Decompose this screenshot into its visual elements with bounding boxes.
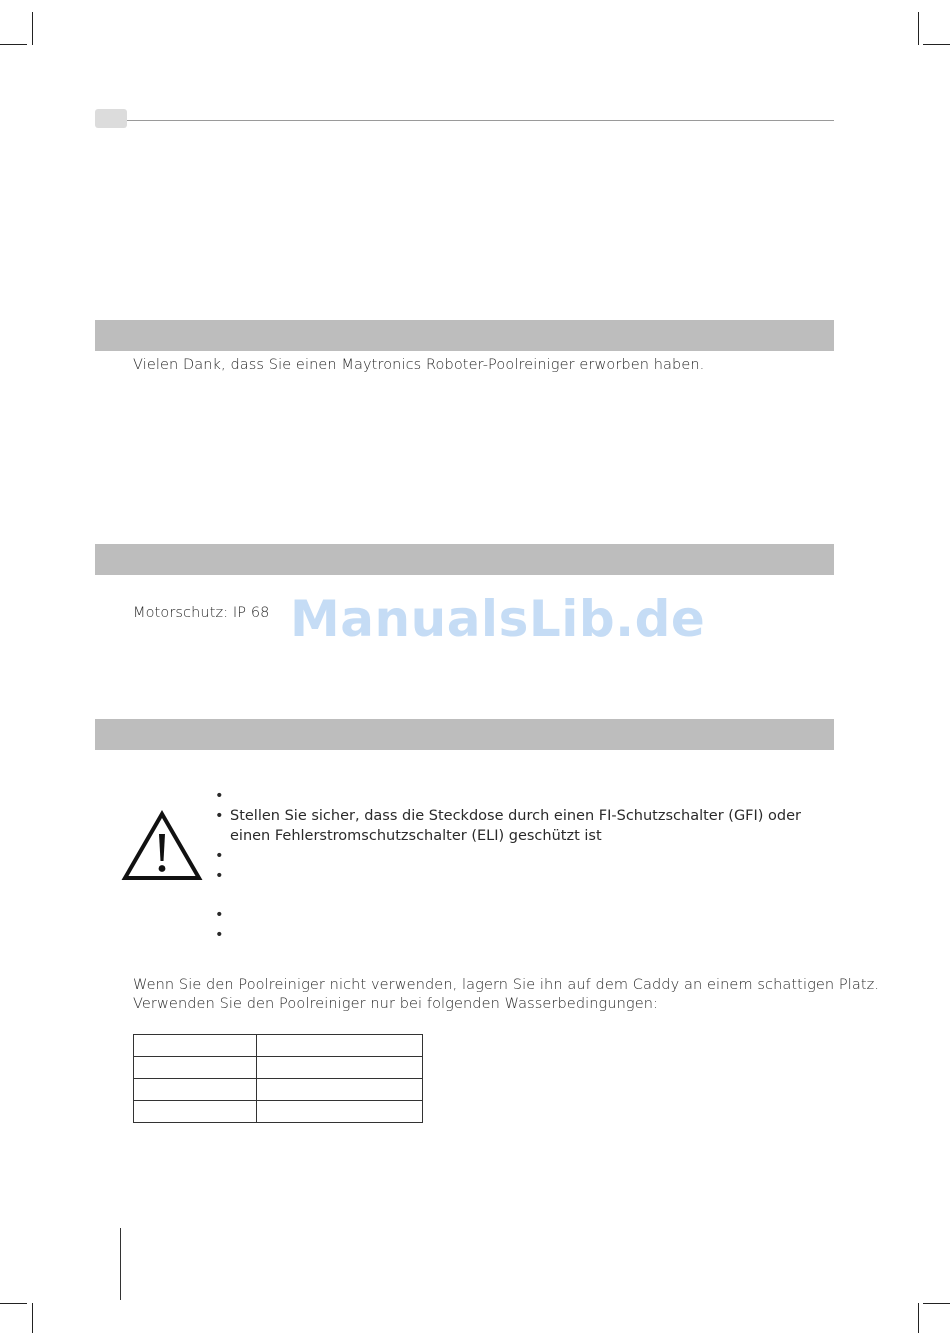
crop-mark-top-left-v — [32, 12, 33, 45]
header-rule — [127, 120, 834, 121]
safety-bullet: • Stellen Sie sicher, dass die Steckdose durch einen FI-Schutzschalter (GFI) oder einen Fehlerstromschutzschalter (ELI) geschützt ist — [215, 806, 835, 846]
motor-protection-text: Motorschutz: IP 68 — [133, 605, 270, 621]
safety-bullet — [215, 905, 835, 925]
section-bar-intro — [95, 320, 834, 351]
safety-bullet — [215, 866, 835, 886]
table-row — [134, 1079, 423, 1101]
watermark: ManualsLib.de — [290, 590, 706, 648]
safety-bullet — [215, 925, 835, 945]
table-row — [134, 1101, 423, 1123]
table-cell — [257, 1101, 423, 1123]
section-bar-safety — [95, 719, 834, 750]
crop-mark-top-right-v — [918, 12, 919, 45]
storage-text-line1: Wenn Sie den Poolreiniger nicht verwenden, lagern Sie ihn auf dem Caddy an einem schattigen Platz. — [133, 977, 880, 993]
table-cell — [134, 1079, 257, 1101]
safety-bullet-list — [215, 786, 835, 945]
table-cell — [134, 1101, 257, 1123]
table-row — [134, 1057, 423, 1079]
section-bar-specs — [95, 544, 834, 575]
warning-triangle-icon — [121, 810, 203, 882]
crop-mark-top-right-h — [923, 44, 950, 45]
page-number-tab — [95, 109, 127, 128]
table-cell — [134, 1035, 257, 1057]
crop-mark-bottom-right-v — [918, 1303, 919, 1333]
table-cell — [257, 1079, 423, 1101]
water-conditions-table — [133, 1034, 423, 1123]
crop-mark-bottom-right-h — [923, 1303, 950, 1304]
table-cell — [134, 1057, 257, 1079]
safety-bullet — [215, 846, 835, 866]
footer-margin-rule — [120, 1228, 121, 1300]
crop-mark-bottom-left-v — [32, 1303, 33, 1333]
safety-bullet — [215, 786, 835, 806]
storage-text-line2: Verwenden Sie den Poolreiniger nur bei folgenden Wasserbedingungen: — [133, 996, 659, 1012]
table-row — [134, 1035, 423, 1057]
intro-text: Vielen Dank, dass Sie einen Maytronics Roboter-Poolreiniger erworben haben. — [133, 357, 705, 373]
crop-mark-bottom-left-h — [0, 1303, 27, 1304]
table-cell — [257, 1057, 423, 1079]
crop-mark-top-left-h — [0, 44, 27, 45]
table-cell — [257, 1035, 423, 1057]
